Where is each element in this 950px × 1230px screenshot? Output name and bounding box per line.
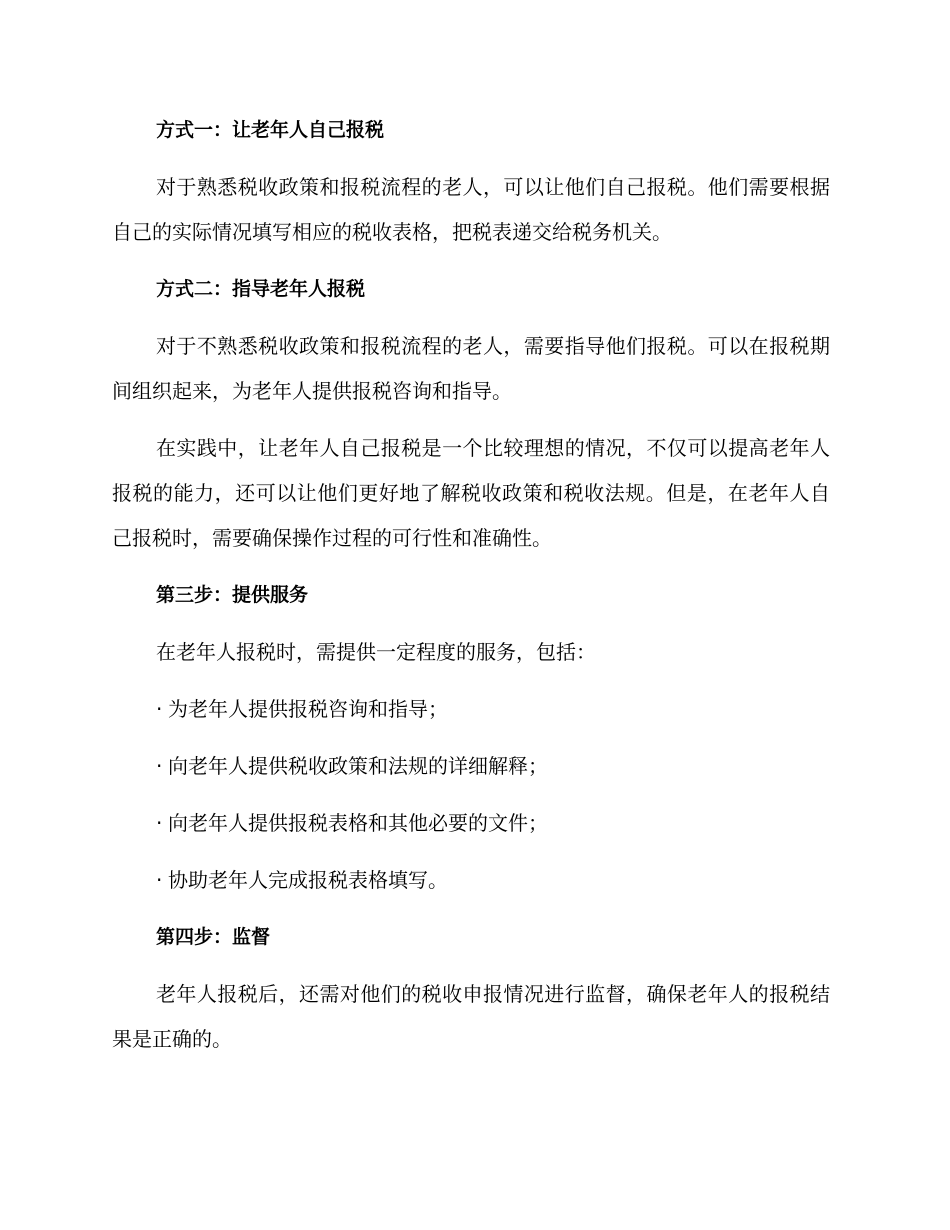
paragraph-supervision: 老年人报税后，还需对他们的税收申报情况进行监督，确保老年人的报税结果是正确的。 <box>112 982 830 1051</box>
bullet-marker: · <box>156 697 163 721</box>
document-body <box>112 108 830 1074</box>
list-item <box>112 858 830 902</box>
bullet-marker: · <box>156 868 163 892</box>
bullet-marker: · <box>156 754 163 778</box>
list-item-text: 向老年人提供税收政策和法规的详细解释； <box>168 754 548 778</box>
list-item <box>112 801 830 845</box>
section-heading-method-one: 方式一：让老年人自己报税 <box>156 119 385 141</box>
list-item-text: 为老年人提供报税咨询和指导； <box>168 697 448 721</box>
section-heading-step-four: 第四步：监督 <box>156 926 271 948</box>
paragraph-guided-filing: 对于不熟悉税收政策和报税流程的老人，需要指导他们报税。可以在报税期间组织起来，为老年人提供报税咨询和指导。 <box>112 334 830 403</box>
list-item <box>112 687 830 731</box>
paragraph-self-filing: 对于熟悉税收政策和报税流程的老人，可以让他们自己报税。他们需要根据自己的实际情况填写相应的税收表格，把税表递交给税务机关。 <box>112 175 830 244</box>
list-item-text: 协助老年人完成报税表格填写。 <box>168 868 448 892</box>
section-heading-step-three: 第三步：提供服务 <box>156 584 309 606</box>
bullet-marker: · <box>156 811 163 835</box>
paragraph-practice: 在实践中，让老年人自己报税是一个比较理想的情况，不仅可以提高老年人报税的能力，还可以让他们更好地了解税收政策和税收法规。但是，在老年人自己报税时，需要确保操作过程的可行性和准确性。 <box>112 436 830 550</box>
list-item <box>112 744 830 788</box>
paragraph-services-intro: 在老年人报税时，需提供一定程度的服务，包括： <box>156 640 596 664</box>
list-item-text: 向老年人提供报税表格和其他必要的文件； <box>168 811 548 835</box>
section-heading-method-two: 方式二：指导老年人报税 <box>156 278 366 300</box>
